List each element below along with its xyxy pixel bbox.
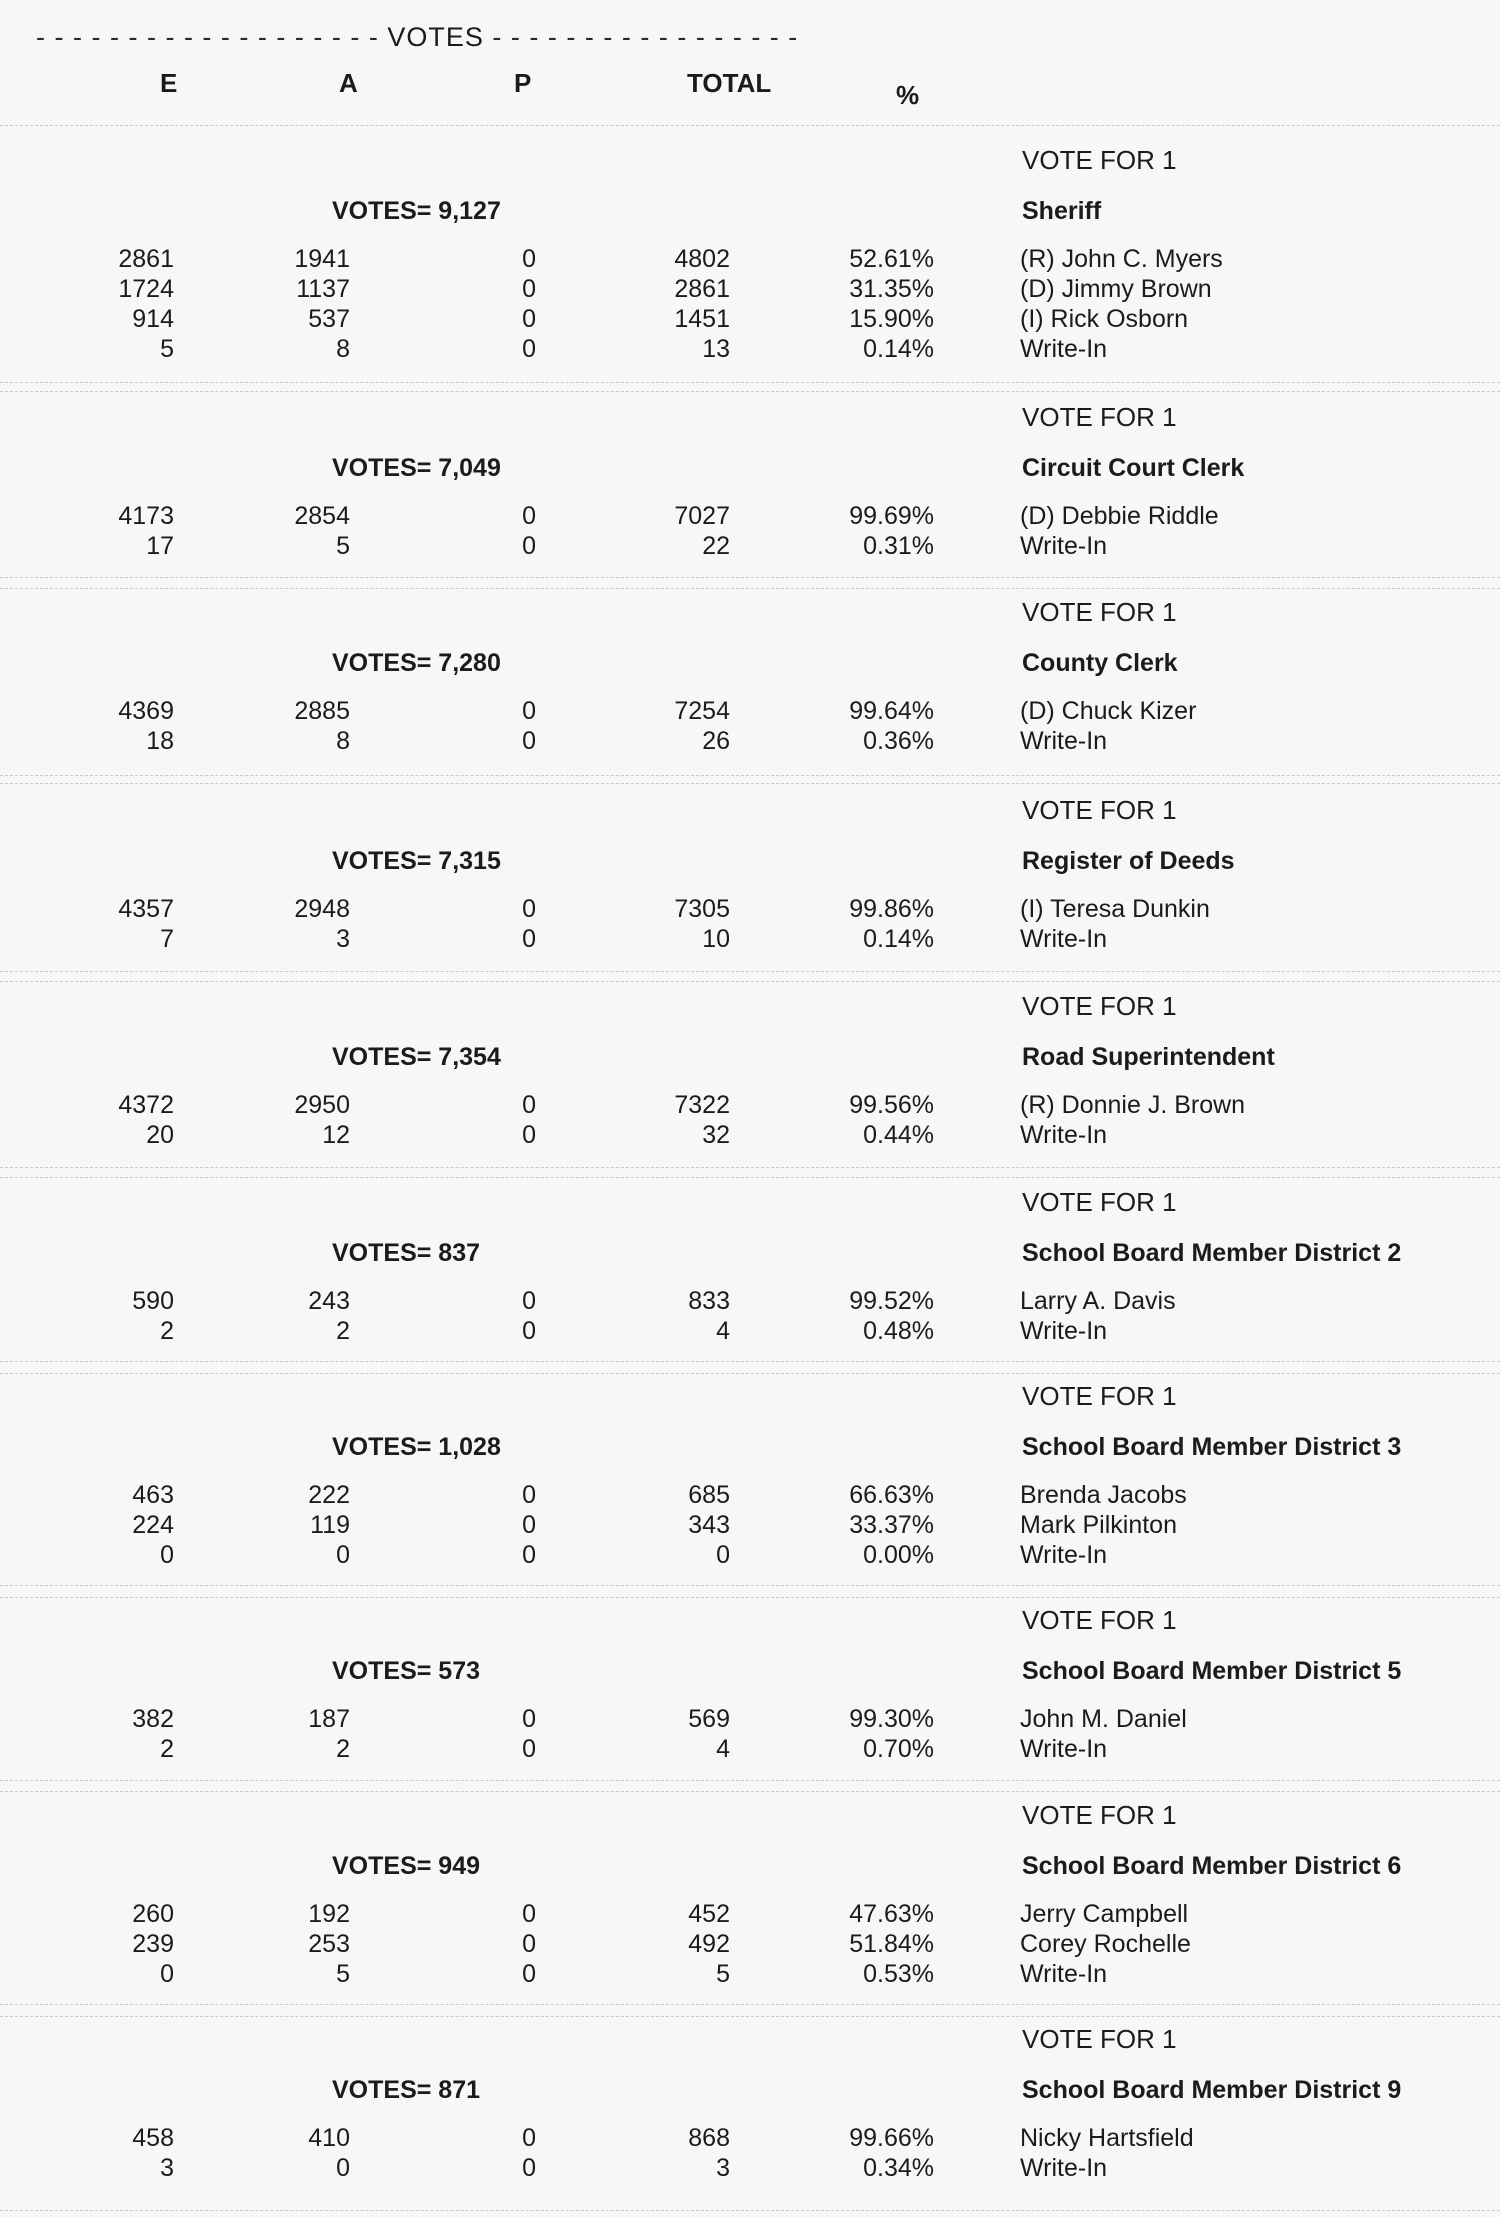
candidate-name: Write-In bbox=[1020, 1121, 1108, 1149]
absentee-votes: 2 bbox=[336, 1317, 350, 1345]
candidate-name: Write-In bbox=[1020, 1317, 1108, 1345]
candidate-row bbox=[0, 1481, 1500, 1511]
candidate-name: Write-In bbox=[1020, 532, 1108, 560]
total-votes: 868 bbox=[688, 2124, 730, 2152]
candidate-rows bbox=[0, 1705, 1500, 1765]
section-divider bbox=[0, 775, 1500, 776]
votes-banner bbox=[36, 22, 799, 53]
section-divider bbox=[0, 971, 1500, 972]
vote-percent: 52.61% bbox=[849, 245, 934, 273]
candidate-name: Write-In bbox=[1020, 1735, 1108, 1763]
vote-percent: 33.37% bbox=[849, 1511, 934, 1539]
candidate-row bbox=[0, 1511, 1500, 1541]
candidate-name: Write-In bbox=[1020, 335, 1108, 363]
absentee-votes: 119 bbox=[310, 1511, 350, 1539]
column-total: TOTAL bbox=[687, 68, 772, 98]
provisional-votes: 0 bbox=[522, 1735, 536, 1763]
candidate-name: Jerry Campbell bbox=[1020, 1900, 1189, 1928]
total-votes: 833 bbox=[688, 1287, 730, 1315]
total-votes: 7322 bbox=[674, 1091, 730, 1119]
early-votes: 463 bbox=[132, 1481, 174, 1509]
vote-percent: 0.36% bbox=[863, 727, 934, 755]
early-votes: 914 bbox=[132, 305, 174, 333]
column-header bbox=[0, 22, 1500, 112]
candidate-row bbox=[0, 727, 1500, 757]
total-votes: 5 bbox=[716, 1960, 730, 1988]
total-votes: 0 bbox=[716, 1541, 730, 1569]
candidate-name: John M. Daniel bbox=[1020, 1705, 1187, 1733]
candidate-name: (R) John C. Myers bbox=[1020, 245, 1223, 273]
provisional-votes: 0 bbox=[522, 1960, 536, 1988]
vote-percent: 15.90% bbox=[849, 305, 934, 333]
vote-percent: 99.66% bbox=[849, 2124, 934, 2152]
absentee-votes: 3 bbox=[336, 925, 350, 953]
absentee-votes: 2 bbox=[336, 1735, 350, 1763]
candidate-row bbox=[0, 532, 1500, 562]
early-votes: 239 bbox=[132, 1930, 174, 1958]
office-title: County Clerk bbox=[1022, 649, 1178, 677]
column-p: P bbox=[514, 68, 532, 98]
total-votes: 10 bbox=[702, 925, 730, 953]
candidate-row bbox=[0, 245, 1500, 275]
absentee-votes: 8 bbox=[336, 335, 350, 363]
race-votes-total: VOTES= 7,049 bbox=[332, 454, 501, 482]
section-divider bbox=[0, 1585, 1500, 1586]
provisional-votes: 0 bbox=[522, 2154, 536, 2182]
section-divider bbox=[0, 391, 1500, 392]
banner-title: VOTES bbox=[387, 22, 484, 52]
absentee-votes: 537 bbox=[308, 305, 350, 333]
candidate-rows bbox=[0, 2124, 1500, 2184]
candidate-name: Nicky Hartsfield bbox=[1020, 2124, 1194, 2152]
vote-percent: 0.34% bbox=[863, 2154, 934, 2182]
race-votes-total: VOTES= 949 bbox=[332, 1852, 480, 1880]
vote-percent: 99.86% bbox=[849, 895, 934, 923]
total-votes: 4802 bbox=[674, 245, 730, 273]
provisional-votes: 0 bbox=[522, 1121, 536, 1149]
provisional-votes: 0 bbox=[522, 275, 536, 303]
provisional-votes: 0 bbox=[522, 1511, 536, 1539]
candidate-row bbox=[0, 1735, 1500, 1765]
total-votes: 343 bbox=[688, 1511, 730, 1539]
candidate-row bbox=[0, 1900, 1500, 1930]
candidate-name: (I) Teresa Dunkin bbox=[1020, 895, 1210, 923]
vote-percent: 0.44% bbox=[863, 1121, 934, 1149]
office-title: Road Superintendent bbox=[1022, 1043, 1275, 1071]
vote-percent: 0.31% bbox=[863, 532, 934, 560]
early-votes: 4369 bbox=[118, 697, 174, 725]
candidate-name: Brenda Jacobs bbox=[1020, 1481, 1187, 1509]
candidate-rows bbox=[0, 1481, 1500, 1571]
provisional-votes: 0 bbox=[522, 245, 536, 273]
total-votes: 452 bbox=[688, 1900, 730, 1928]
section-divider bbox=[0, 783, 1500, 784]
provisional-votes: 0 bbox=[522, 925, 536, 953]
early-votes: 590 bbox=[132, 1287, 174, 1315]
section-divider bbox=[0, 1167, 1500, 1168]
section-divider bbox=[0, 2210, 1500, 2211]
early-votes: 2 bbox=[160, 1735, 174, 1763]
absentee-votes: 0 bbox=[336, 1541, 350, 1569]
section-divider bbox=[0, 1791, 1500, 1792]
candidate-row bbox=[0, 925, 1500, 955]
candidate-row bbox=[0, 1541, 1500, 1571]
candidate-name: (I) Rick Osborn bbox=[1020, 305, 1189, 333]
race-votes-total: VOTES= 1,028 bbox=[332, 1433, 501, 1461]
absentee-votes: 243 bbox=[308, 1287, 350, 1315]
section-divider bbox=[0, 1361, 1500, 1362]
section-divider bbox=[0, 1177, 1500, 1178]
absentee-votes: 5 bbox=[336, 532, 350, 560]
total-votes: 32 bbox=[702, 1121, 730, 1149]
candidate-row bbox=[0, 1705, 1500, 1735]
candidate-rows bbox=[0, 895, 1500, 955]
absentee-votes: 5 bbox=[336, 1960, 350, 1988]
provisional-votes: 0 bbox=[522, 727, 536, 755]
vote-percent: 0.00% bbox=[863, 1541, 934, 1569]
candidate-name: (R) Donnie J. Brown bbox=[1020, 1091, 1246, 1119]
provisional-votes: 0 bbox=[522, 305, 536, 333]
early-votes: 4357 bbox=[118, 895, 174, 923]
vote-percent: 51.84% bbox=[849, 1930, 934, 1958]
vote-for-label: VOTE FOR 1 bbox=[1022, 1187, 1177, 1217]
candidate-row bbox=[0, 1930, 1500, 1960]
section-divider bbox=[0, 1780, 1500, 1781]
section-divider bbox=[0, 2016, 1500, 2017]
vote-percent: 99.69% bbox=[849, 502, 934, 530]
vote-percent: 0.14% bbox=[863, 335, 934, 363]
banner-dashes-right: - - - - - - - - - - - - - - - - - bbox=[492, 22, 799, 52]
vote-for-label: VOTE FOR 1 bbox=[1022, 1605, 1177, 1635]
early-votes: 4173 bbox=[118, 502, 174, 530]
office-title: Sheriff bbox=[1022, 197, 1102, 225]
office-title: School Board Member District 9 bbox=[1022, 2076, 1402, 2104]
vote-for-label: VOTE FOR 1 bbox=[1022, 145, 1177, 175]
provisional-votes: 0 bbox=[522, 697, 536, 725]
absentee-votes: 2854 bbox=[294, 502, 350, 530]
provisional-votes: 0 bbox=[522, 2124, 536, 2152]
vote-percent: 0.48% bbox=[863, 1317, 934, 1345]
candidate-row bbox=[0, 1960, 1500, 1990]
early-votes: 0 bbox=[160, 1541, 174, 1569]
provisional-votes: 0 bbox=[522, 532, 536, 560]
race-votes-total: VOTES= 573 bbox=[332, 1657, 480, 1685]
absentee-votes: 222 bbox=[308, 1481, 350, 1509]
candidate-row bbox=[0, 275, 1500, 305]
office-title: Register of Deeds bbox=[1022, 847, 1235, 875]
candidate-row bbox=[0, 335, 1500, 365]
section-divider bbox=[0, 125, 1500, 126]
office-title: School Board Member District 2 bbox=[1022, 1239, 1402, 1267]
total-votes: 7027 bbox=[674, 502, 730, 530]
candidate-rows bbox=[0, 245, 1500, 365]
absentee-votes: 1941 bbox=[294, 245, 350, 273]
vote-percent: 0.53% bbox=[863, 1960, 934, 1988]
vote-percent: 99.64% bbox=[849, 697, 934, 725]
early-votes: 7 bbox=[160, 925, 174, 953]
absentee-votes: 12 bbox=[322, 1121, 350, 1149]
candidate-row bbox=[0, 1317, 1500, 1347]
early-votes: 1724 bbox=[118, 275, 174, 303]
total-votes: 4 bbox=[716, 1735, 730, 1763]
section-divider bbox=[0, 588, 1500, 589]
candidate-row bbox=[0, 1091, 1500, 1121]
vote-for-label: VOTE FOR 1 bbox=[1022, 795, 1177, 825]
early-votes: 4372 bbox=[118, 1091, 174, 1119]
total-votes: 22 bbox=[702, 532, 730, 560]
section-divider bbox=[0, 382, 1500, 383]
early-votes: 18 bbox=[146, 727, 174, 755]
total-votes: 7254 bbox=[674, 697, 730, 725]
vote-percent: 0.70% bbox=[863, 1735, 934, 1763]
provisional-votes: 0 bbox=[522, 1317, 536, 1345]
vote-for-label: VOTE FOR 1 bbox=[1022, 402, 1177, 432]
early-votes: 3 bbox=[160, 2154, 174, 2182]
vote-percent: 31.35% bbox=[849, 275, 934, 303]
absentee-votes: 192 bbox=[308, 1900, 350, 1928]
column-e: E bbox=[160, 68, 178, 98]
section-divider bbox=[0, 2004, 1500, 2005]
provisional-votes: 0 bbox=[522, 1900, 536, 1928]
candidate-name: Write-In bbox=[1020, 1541, 1108, 1569]
candidate-name: Corey Rochelle bbox=[1020, 1930, 1191, 1958]
banner-dashes-left: - - - - - - - - - - - - - - - - - - - bbox=[36, 22, 379, 52]
provisional-votes: 0 bbox=[522, 1705, 536, 1733]
candidate-name: Mark Pilkinton bbox=[1020, 1511, 1177, 1539]
race-votes-total: VOTES= 7,315 bbox=[332, 847, 501, 875]
early-votes: 2861 bbox=[118, 245, 174, 273]
early-votes: 17 bbox=[146, 532, 174, 560]
candidate-rows bbox=[0, 502, 1500, 562]
vote-for-label: VOTE FOR 1 bbox=[1022, 991, 1177, 1021]
candidate-row bbox=[0, 895, 1500, 925]
race-votes-total: VOTES= 871 bbox=[332, 2076, 480, 2104]
absentee-votes: 410 bbox=[308, 2124, 350, 2152]
early-votes: 5 bbox=[160, 335, 174, 363]
provisional-votes: 0 bbox=[522, 1287, 536, 1315]
race-votes-total: VOTES= 7,354 bbox=[332, 1043, 501, 1071]
provisional-votes: 0 bbox=[522, 335, 536, 363]
vote-percent: 66.63% bbox=[849, 1481, 934, 1509]
absentee-votes: 0 bbox=[336, 2154, 350, 2182]
early-votes: 0 bbox=[160, 1960, 174, 1988]
total-votes: 26 bbox=[702, 727, 730, 755]
vote-for-label: VOTE FOR 1 bbox=[1022, 2024, 1177, 2054]
total-votes: 3 bbox=[716, 2154, 730, 2182]
early-votes: 20 bbox=[146, 1121, 174, 1149]
candidate-name: (D) Chuck Kizer bbox=[1020, 697, 1197, 725]
section-divider bbox=[0, 1373, 1500, 1374]
provisional-votes: 0 bbox=[522, 1481, 536, 1509]
candidate-name: (D) Debbie Riddle bbox=[1020, 502, 1219, 530]
vote-percent: 99.56% bbox=[849, 1091, 934, 1119]
candidate-row bbox=[0, 2124, 1500, 2154]
section-divider bbox=[0, 1597, 1500, 1598]
column-percent: % bbox=[896, 80, 920, 110]
section-divider bbox=[0, 981, 1500, 982]
vote-for-label: VOTE FOR 1 bbox=[1022, 597, 1177, 627]
total-votes: 2861 bbox=[674, 275, 730, 303]
office-title: School Board Member District 5 bbox=[1022, 1657, 1402, 1685]
provisional-votes: 0 bbox=[522, 895, 536, 923]
vote-percent: 0.14% bbox=[863, 925, 934, 953]
total-votes: 7305 bbox=[674, 895, 730, 923]
office-title: Circuit Court Clerk bbox=[1022, 454, 1245, 482]
absentee-votes: 187 bbox=[308, 1705, 350, 1733]
candidate-name: (D) Jimmy Brown bbox=[1020, 275, 1212, 303]
vote-for-label: VOTE FOR 1 bbox=[1022, 1381, 1177, 1411]
total-votes: 1451 bbox=[674, 305, 730, 333]
office-title: School Board Member District 6 bbox=[1022, 1852, 1402, 1880]
absentee-votes: 2948 bbox=[294, 895, 350, 923]
absentee-votes: 253 bbox=[308, 1930, 350, 1958]
candidate-row bbox=[0, 2154, 1500, 2184]
candidate-name: Write-In bbox=[1020, 925, 1108, 953]
candidate-row bbox=[0, 305, 1500, 335]
vote-percent: 99.30% bbox=[849, 1705, 934, 1733]
early-votes: 260 bbox=[132, 1900, 174, 1928]
column-a: A bbox=[339, 68, 358, 98]
total-votes: 685 bbox=[688, 1481, 730, 1509]
absentee-votes: 8 bbox=[336, 727, 350, 755]
vote-percent: 47.63% bbox=[849, 1900, 934, 1928]
candidate-row bbox=[0, 697, 1500, 727]
early-votes: 382 bbox=[132, 1705, 174, 1733]
candidate-name: Larry A. Davis bbox=[1020, 1287, 1176, 1315]
candidate-rows bbox=[0, 697, 1500, 757]
candidate-name: Write-In bbox=[1020, 2154, 1108, 2182]
race-votes-total: VOTES= 9,127 bbox=[332, 197, 501, 225]
candidate-row bbox=[0, 1121, 1500, 1151]
candidate-rows bbox=[0, 1287, 1500, 1347]
provisional-votes: 0 bbox=[522, 1091, 536, 1119]
vote-percent: 99.52% bbox=[849, 1287, 934, 1315]
section-divider bbox=[0, 577, 1500, 578]
race-votes-total: VOTES= 7,280 bbox=[332, 649, 501, 677]
absentee-votes: 1137 bbox=[296, 275, 350, 303]
vote-for-label: VOTE FOR 1 bbox=[1022, 1800, 1177, 1830]
candidate-name: Write-In bbox=[1020, 1960, 1108, 1988]
total-votes: 4 bbox=[716, 1317, 730, 1345]
candidate-row bbox=[0, 502, 1500, 532]
total-votes: 13 bbox=[702, 335, 730, 363]
absentee-votes: 2885 bbox=[294, 697, 350, 725]
candidate-rows bbox=[0, 1091, 1500, 1151]
total-votes: 492 bbox=[688, 1930, 730, 1958]
candidate-row bbox=[0, 1287, 1500, 1317]
candidate-rows bbox=[0, 1900, 1500, 1990]
provisional-votes: 0 bbox=[522, 1541, 536, 1569]
provisional-votes: 0 bbox=[522, 1930, 536, 1958]
absentee-votes: 2950 bbox=[294, 1091, 350, 1119]
office-title: School Board Member District 3 bbox=[1022, 1433, 1402, 1461]
early-votes: 458 bbox=[132, 2124, 174, 2152]
total-votes: 569 bbox=[688, 1705, 730, 1733]
race-votes-total: VOTES= 837 bbox=[332, 1239, 480, 1267]
candidate-name: Write-In bbox=[1020, 727, 1108, 755]
early-votes: 224 bbox=[132, 1511, 174, 1539]
provisional-votes: 0 bbox=[522, 502, 536, 530]
early-votes: 2 bbox=[160, 1317, 174, 1345]
